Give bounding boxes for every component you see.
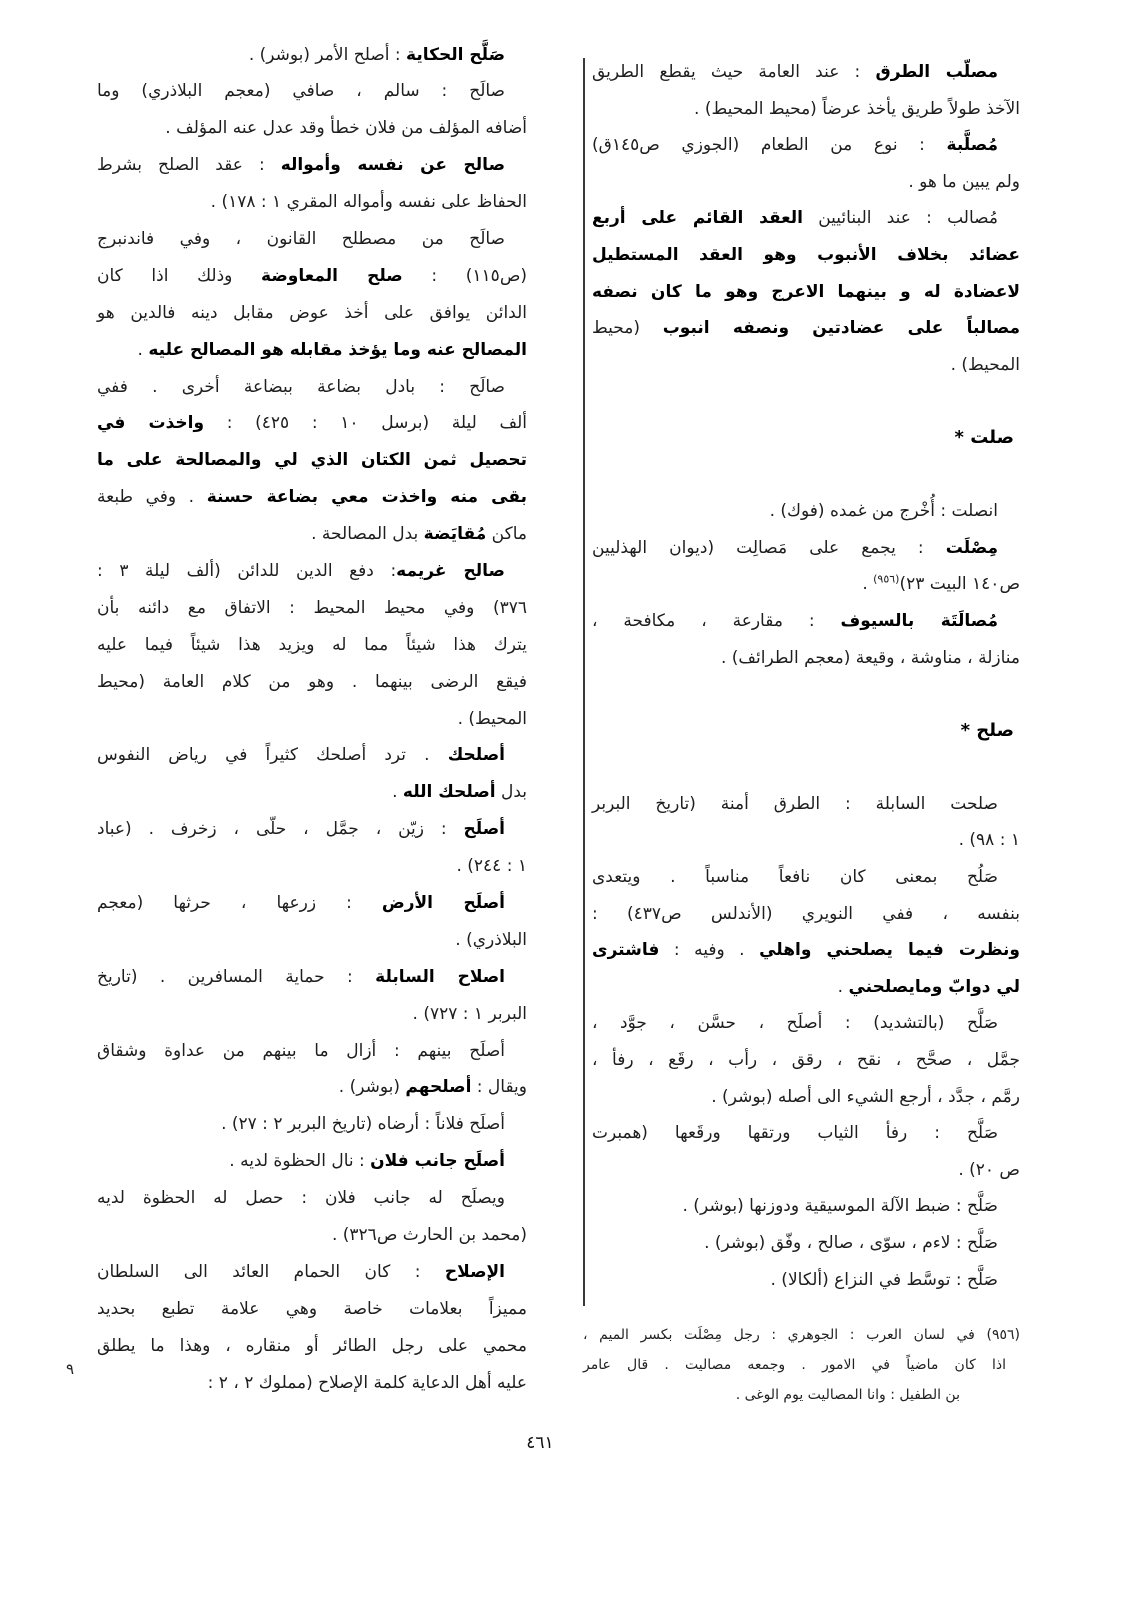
entry-text: ماكن: [486, 524, 527, 545]
dictionary-entry: [592, 54, 1020, 127]
page-number: ٤٦١: [526, 1433, 554, 1453]
entry-line: [592, 1005, 1020, 1042]
emphasized-text: واخذت في: [97, 413, 205, 434]
entry-text: أضافه المؤلف من فلان خطأ وقد عدل عنه المؤلف .: [165, 118, 527, 139]
entry-line: [592, 896, 1020, 933]
entry-text: صالَح من مصطلح القانون ، وفي فاندنبرج: [97, 228, 505, 249]
entry-text: : زرعها ، حرثها (معجم: [97, 892, 382, 913]
entry-line: [97, 553, 527, 590]
emphasized-text: صالح غريمه: [396, 560, 505, 581]
entry-line: [97, 442, 527, 479]
emphasized-text: الإصلاح: [444, 1261, 505, 1282]
entry-text: (ص١١٥) :: [402, 265, 527, 286]
entry-text: ويقال :: [471, 1077, 527, 1098]
dictionary-entry: [97, 1106, 527, 1143]
entry-line: [592, 347, 1020, 384]
entry-text: صَلَّح (بالتشديد) : أصلَح ، حسَّن ، جوَّد ،: [592, 1013, 998, 1034]
entry-text: عليه أهل الدعاية كلمة الإصلاح (مملوك ٢ ، ٢ :: [207, 1372, 527, 1393]
entry-line: [592, 1042, 1020, 1079]
dictionary-entry: [97, 73, 527, 147]
entry-text: ص ٢٠) .: [958, 1159, 1020, 1180]
emphasized-text: ونظرت فيما يصلحني واهلي: [759, 940, 1021, 961]
entry-text: : حماية المسافرين . (تاريخ: [97, 966, 376, 987]
entry-line: [592, 54, 1020, 91]
emphasized-text: أصلحهم: [405, 1077, 472, 1098]
entry-line: [592, 566, 1020, 603]
emphasized-text: العقد القائم على أربع: [592, 208, 803, 229]
entry-text: الدائن يوافق على أخذ عوض مقابل دينه فالدين هو: [97, 302, 527, 323]
dictionary-entry: [592, 603, 1020, 676]
entry-line: [592, 640, 1020, 677]
entry-text: صلحت السابلة : الطرق أمنة (تاريخ البربر: [592, 793, 998, 814]
entry-line: [97, 627, 527, 664]
entry-line: [97, 110, 527, 147]
entry-text: (محيط: [592, 318, 663, 339]
entry-line: [97, 811, 527, 848]
emphasized-text: مُصالَتَة بالسيوف: [840, 610, 998, 631]
entry-text: المحيط) .: [457, 708, 527, 729]
dictionary-entry: [97, 959, 527, 1033]
dictionary-entry: [97, 885, 527, 959]
entry-text: البلاذري) .: [455, 929, 527, 950]
footnote-line: (٩٥٦) في لسان العرب : الجوهري : رجل مِصْلَت بكسر الميم ،: [583, 1327, 1020, 1344]
entry-line: [592, 859, 1020, 896]
entry-line: [592, 603, 1020, 640]
emphasized-text: مُقايَضة: [423, 524, 487, 545]
entry-line: [97, 221, 527, 258]
entry-text: .: [137, 339, 149, 360]
entry-text: يترك هذا شيئاً مما له ويزيد هذا شيئاً فيما عليه: [97, 634, 527, 655]
entry-text: صالَح : بادل بضاعة ببضاعة أخرى . ففي: [97, 376, 505, 397]
entry-text: : عند العامة حيث يقطع الطريق: [592, 62, 876, 82]
entry-text: (بوشر) .: [338, 1077, 406, 1098]
entry-line: [97, 1254, 527, 1291]
entry-text: بدل المصالحة .: [311, 524, 424, 545]
entry-text: .: [392, 782, 403, 803]
entry-text: . ترد أصلحك كثيراً في رياض النفوس: [97, 745, 448, 766]
entry-text: صَلَّح : ضبط الآلة الموسيقية ودوزنها (بوشر) .: [682, 1196, 998, 1217]
footnote-reference: (٩٥٦): [873, 572, 900, 586]
entry-text: الحفاظ على نفسه وأمواله المقري ١ : ١٧٨) .: [210, 192, 527, 213]
emphasized-text: لاعضادة له و بينهما الاعرج وهو ما كان نصفه: [592, 281, 1020, 302]
entry-line: [97, 996, 527, 1033]
emphasized-text: صالح عن نفسه وأمواله: [280, 155, 505, 176]
dictionary-entry: [592, 859, 1020, 1005]
dictionary-entry: [97, 221, 527, 369]
entry-text: صَلَّح : رفأ الثياب ورتقها ورقَعها (همبرت: [592, 1123, 998, 1144]
entry-text: : نال الحظوة لديه .: [229, 1151, 371, 1172]
entry-line: [97, 332, 527, 369]
entry-text: ص١٤٠ البيت ٢٣): [899, 574, 1020, 595]
dictionary-entry: [592, 1115, 1020, 1188]
emphasized-text: فاشترى: [592, 940, 660, 961]
entry-line: [97, 73, 527, 110]
dictionary-entry: [592, 200, 1020, 383]
entry-text: رمَّم ، جدَّد ، أرجع الشيء الى أصله (بوشر) .: [711, 1086, 1020, 1107]
entry-line: [97, 959, 527, 996]
emphasized-text: عضائد بخلاف الأنبوب وهو العقد المستطيل: [592, 244, 1020, 265]
entry-text: ويصلَح له جانب فلان : حصل له الحظوة لديه: [97, 1188, 505, 1209]
entry-text: ١ : ٢٤٤) .: [456, 856, 527, 877]
dictionary-entry: [97, 1033, 527, 1107]
dictionary-entry: [592, 493, 1020, 530]
entry-text: : نوع من الطعام (الجوزي ص١٤٥ق): [592, 135, 947, 156]
entry-text: وذلك اذا كان: [97, 265, 262, 286]
entry-line: [97, 922, 527, 959]
entry-text: صَلُح بمعنى كان نافعاً مناسباً . ويتعدى: [592, 867, 998, 888]
entry-text: بنفسه ، ففي النويري (الأندلس ص٤٣٧) :: [592, 903, 1020, 924]
entry-line: [97, 1365, 527, 1402]
entry-line: [592, 786, 1020, 823]
dictionary-entry: [592, 530, 1020, 603]
entry-text: : مقارعة ، مكافحة ،: [592, 610, 841, 631]
entry-text: : يجمع على مَصالِت (ديوان الهذليين: [592, 537, 946, 558]
entry-line: [97, 1033, 527, 1070]
column-divider: [583, 58, 585, 1306]
entry-line: [592, 310, 1020, 347]
dictionary-entry: [592, 786, 1020, 859]
entry-text: مُصالب : عند البنائيين: [803, 208, 999, 229]
dictionary-entry: [592, 1262, 1020, 1299]
emphasized-text: لي دوابّ ومايصلحني: [848, 976, 1020, 997]
entry-line: [97, 664, 527, 701]
entry-line: [592, 969, 1020, 1006]
entry-line: [592, 1152, 1020, 1189]
entry-line: [592, 200, 1020, 237]
emphasized-text: صلح المعاوضة: [261, 265, 403, 286]
entry-text: : أصلح الأمر (بوشر) .: [248, 44, 407, 65]
entry-text: : زيّن ، جمَّل ، حلّى ، زخرف . (عباد: [97, 819, 464, 840]
entry-text: ألف ليلة (برسل ١٠ : ٤٢٥) :: [204, 413, 527, 434]
entry-text: ١ : ٩٨) .: [958, 830, 1020, 851]
entry-line: [97, 1291, 527, 1328]
footnote-line: اذا كان ماضياً في الامور . وجمعه مصاليت . قال عامر: [583, 1357, 1006, 1374]
entry-line: [97, 848, 527, 885]
entry-text: صَلَّح : لاءم ، سوّى ، صالح ، وفّق (بوشر) .: [704, 1233, 998, 1253]
dictionary-entry: [592, 1225, 1020, 1262]
dictionary-entry: [97, 737, 527, 811]
entry-line: [97, 774, 527, 811]
emphasized-text: أصلَح الأرض: [381, 892, 505, 913]
dictionary-entry: [97, 147, 527, 221]
entry-line: [97, 1069, 527, 1106]
emphasized-text: مِصْلَت: [945, 537, 998, 558]
emphasized-text: أصلَح: [463, 819, 505, 840]
emphasized-text: مصالباً على عضادتين ونصفه انبوب: [662, 318, 1020, 339]
entry-text: المحيط) .: [950, 354, 1020, 375]
entry-line: [592, 1188, 1020, 1225]
entry-line: [97, 1143, 527, 1180]
entry-text: محمي على رجل الطائر أو منقاره ، وهذا ما يطلق: [97, 1335, 527, 1356]
entry-line: [97, 737, 527, 774]
dictionary-entry: [592, 127, 1020, 200]
entry-line: [592, 1079, 1020, 1116]
emphasized-text: مُصلَّبة: [946, 135, 998, 156]
dictionary-entry: [97, 553, 527, 737]
footnote-line: بن الطفيل : وانا المصاليت يوم الوغى .: [735, 1387, 960, 1404]
dictionary-entry: [97, 1254, 527, 1402]
entry-text: . وفيه :: [659, 940, 760, 961]
section-heading: صلت *: [954, 426, 1014, 448]
dictionary-entry: [592, 1005, 1020, 1115]
entry-text: جمَّل ، صحَّح ، نقح ، رقق ، رأب ، رقَع ، رفأ ،: [592, 1050, 1020, 1071]
entry-line: [97, 147, 527, 184]
entry-line: [97, 369, 527, 406]
emphasized-text: صَلَّح الحكاية: [406, 44, 505, 65]
entry-line: [592, 274, 1020, 311]
entry-line: [592, 91, 1020, 128]
entry-line: [592, 493, 1020, 530]
entry-line: [592, 530, 1020, 567]
entry-text: : عقد الصلح بشرط: [97, 155, 281, 176]
dictionary-entry: [97, 811, 527, 885]
emphasized-text: المصالح عنه وما يؤخذ مقابله هو المصالح عليه: [148, 339, 527, 360]
entry-line: [97, 701, 527, 738]
entry-text: منازلة ، مناوشة ، وقيعة (معجم الطرائف) .: [720, 647, 1020, 668]
entry-line: [97, 295, 527, 332]
dictionary-entry: [97, 1143, 527, 1180]
entry-line: [97, 1106, 527, 1143]
entry-text: ولم يبين ما هو .: [908, 171, 1020, 192]
entry-text: ٣٧٦) وفي محيط المحيط : الاتفاق مع دائنه بأن: [97, 597, 527, 618]
entry-line: [97, 405, 527, 442]
dictionary-entry: [97, 369, 527, 553]
entry-line: [97, 1180, 527, 1217]
entry-line: [592, 932, 1020, 969]
margin-note: ٩: [66, 1360, 75, 1378]
entry-line: [97, 516, 527, 553]
entry-line: [592, 237, 1020, 274]
entry-line: [592, 1115, 1020, 1152]
footnote: [583, 1320, 1020, 1410]
emphasized-text: أصلحك: [447, 745, 505, 766]
entry-line: [592, 822, 1020, 859]
entry-text: مميزاً بعلامات خاصة وهي علامة تطبع بحديد: [97, 1298, 527, 1319]
entry-line: [592, 1262, 1020, 1299]
entry-text: أصلَح فلاناً : أرضاه (تاريخ البربر ٢ : ٢٧) .: [221, 1114, 505, 1135]
entry-text: صالَح : سالم ، صافي (معجم البلاذري) وما: [97, 81, 505, 102]
entry-line: [97, 184, 527, 221]
emphasized-text: أصلحك الله: [402, 782, 496, 803]
entry-text: (محمد بن الحارث ص٣٢٦) .: [331, 1225, 527, 1245]
emphasized-text: مصلّب الطرق: [875, 62, 998, 82]
dictionary-entry: [97, 1180, 527, 1254]
entry-line: [97, 258, 527, 295]
entry-line: [97, 1217, 527, 1254]
entry-text: : كان الحمام العائد الى السلطان: [97, 1261, 445, 1282]
entry-line: [97, 37, 527, 74]
entry-line: [97, 1328, 527, 1365]
entry-text: انصلت : أُخْرج من غمده (فوك) .: [769, 501, 998, 522]
entry-line: [97, 885, 527, 922]
dictionary-entry: [97, 37, 527, 74]
entry-text: صَلَّح : توسَّط في النزاع (ألكالا) .: [770, 1269, 998, 1290]
entry-line: [592, 164, 1020, 201]
entry-text: أصلَح بينهم : أزال ما بينهم من عداوة وشقاق: [97, 1040, 505, 1061]
entry-text: فيقع الرضى بينهما . وهو من كلام العامة (محيط: [97, 671, 527, 692]
emphasized-text: اصلاح السابلة: [375, 966, 505, 987]
entry-line: [97, 479, 527, 516]
dictionary-entry: [592, 1188, 1020, 1225]
left-column: [97, 37, 527, 1402]
emphasized-text: بقى منه واخذت معي بضاعة حسنة: [206, 487, 527, 508]
entry-line: [592, 1225, 1020, 1262]
entry-line: [97, 590, 527, 627]
entry-text: البربر ١ : ٧٢٧) .: [412, 1003, 527, 1024]
entry-text: .: [837, 976, 849, 997]
entry-text: بدل: [495, 782, 527, 803]
emphasized-text: تحصيل ثمن الكتان الذي لي والمصالحة على ما: [97, 450, 527, 471]
right-column: [583, 54, 1021, 1410]
entry-text: .: [862, 574, 874, 595]
entry-text: . وفي طبعة: [97, 487, 207, 508]
entry-text: الآخذ طولاً طريق يأخذ عرضاً (محيط المحيط) .: [694, 98, 1020, 119]
section-heading: صلح *: [960, 719, 1014, 741]
entry-text: : دفع الدين للدائن (ألف ليلة ٣ :: [97, 560, 397, 581]
emphasized-text: أصلَح جانب فلان: [370, 1151, 505, 1172]
entry-line: [592, 127, 1020, 164]
